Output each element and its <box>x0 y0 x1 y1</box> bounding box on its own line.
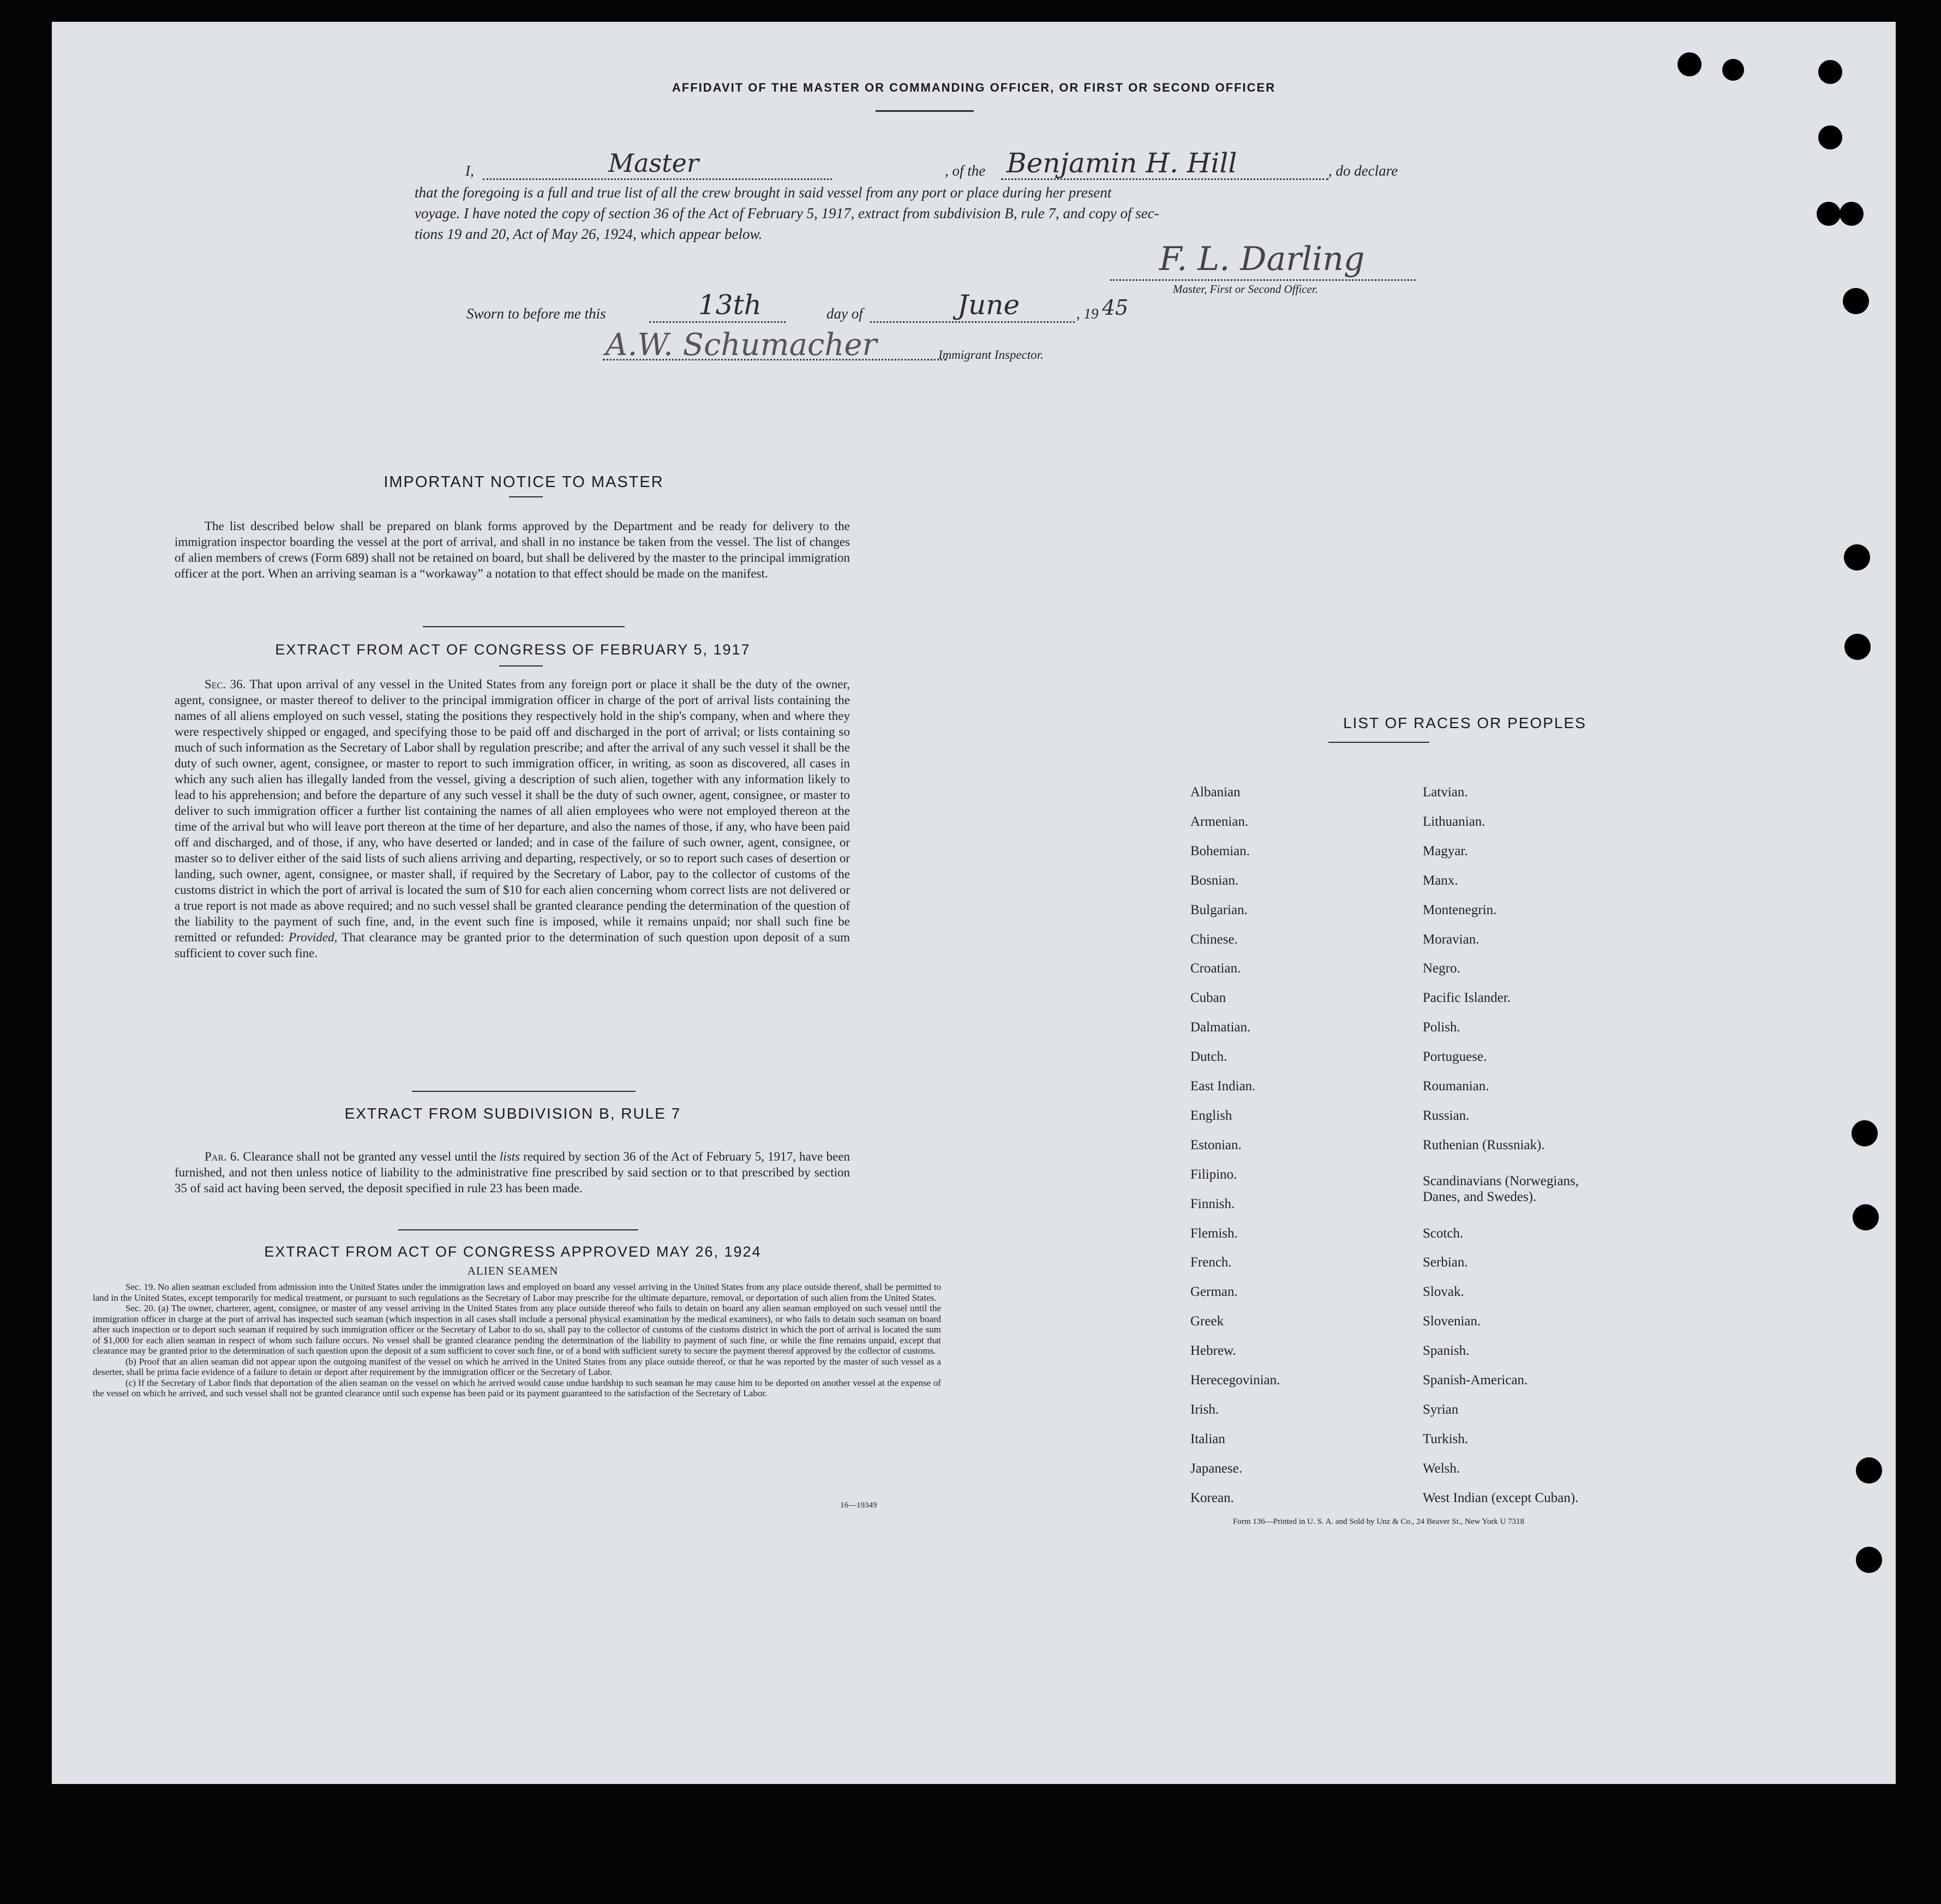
punch-hole <box>1840 202 1864 226</box>
rank-handwritten: Master <box>608 148 699 178</box>
race-item: Spanish-American. <box>1423 1373 1528 1388</box>
race-item: Albanian <box>1190 785 1241 800</box>
punch-hole <box>1856 1457 1882 1483</box>
race-item: Moravian. <box>1423 932 1479 947</box>
punch-hole <box>1817 202 1841 226</box>
race-item: Dalmatian. <box>1190 1020 1251 1035</box>
race-item: Scotch. <box>1423 1226 1464 1241</box>
divider-1 <box>423 626 625 627</box>
races-title: LIST OF RACES OR PEOPLES <box>1343 714 1586 731</box>
race-item: Negro. <box>1423 961 1460 976</box>
extract-1924-subtitle: ALIEN SEAMEN <box>467 1264 559 1277</box>
master-signature-line <box>1110 279 1416 281</box>
races-rule <box>1328 742 1429 743</box>
race-item: Armenian. <box>1190 814 1249 829</box>
extract-1924-title: EXTRACT FROM ACT OF CONGRESS APPROVED MAY 26, 1924 <box>264 1244 762 1260</box>
of-the-label: , of the <box>945 163 986 179</box>
sec-36-text: That upon arrival of any vessel in the United States from any foreign port or place it shall be the duty of the owner, agent, consignee, or master thereof to deliver to the principal immigration officer in charge of the port of arrival lists containing the names of all aliens employed on such vessel, stating the positions they respectively hold in the ship's company, when and where they were respectively shipped or engaged, and specifying those to be paid off and discharged in the port of arrival; or lists containing so much of such information as the Secretary of Labor shall by regulation prescribe; and after the arrival of any such vessel it shall be the duty of such owner, agent, consignee, or master to report to such immigration officer, in writing, as soon as discovered, all cases in which any such alien has illegally landed from the vessel, giving a description of such alien, together with any information likely to lead to his apprehension; and before the departure of any such vessel it shall be the duty of such owner, agent, consignee, or master to deliver to such immigration officer a further list containing the names of all alien employees who were not employed thereon at the time of the arrival but who will leave port thereon at the time of her departure, and also the names of those, if any, who have been paid off and discharged, and of those, if any, who have deserted or landed; and in case of the failure of such owner, agent, consignee, or master so to deliver either of the said lists of such aliens arriving and departing, respectively, or so to report such cases of desertion or landing, such owner, agent, consignee, or master shall, if required by the Secretary of Labor, pay to the collector of customs of the customs district in which the port of arrival is located the sum of $10 for each alien concerning whom correct lists are not delivered or a true report is not made as above required; and no such vessel shall be granted clearance pending the determination of the question of the liability to the payment of such fine, and, in the event such fine is imposed, while it remains unpaid; nor shall such fine be remitted or refunded: <box>175 677 850 944</box>
race-item: Filipino. <box>1190 1167 1237 1182</box>
race-item: French. <box>1190 1255 1232 1270</box>
inspector-line <box>603 359 946 361</box>
race-item: Dutch. <box>1190 1049 1227 1065</box>
race-item: Polish. <box>1423 1020 1460 1035</box>
race-item: Bosnian. <box>1190 873 1239 888</box>
sec-20a-text: Sec. 20. (a) The owner, charterer, agent, consignee, or master of any vessel arriving in the United States from any place outside thereof who fails to detain on board any alien seaman employed on such vessel until the immigration officer in charge at the port of arrival has inspected such seaman (which inspection in all cases shall include a personal physical examination by the medical examiners), or who fails to detain such seaman on board after such inspection or to deport such seaman if required by such immigration officer or the Secretary of Labor to do so, shall pay to the collector of customs of the customs district in which the port of arrival is located the sum of $1,000 for each alien seaman in respect of whom such failure occurs. No vessel shall be granted clearance pending the determination of the liability to payment of such fine, or while the fine remains unpaid, except that clearance may be granted prior to the determination of such question upon the deposit of a sum sufficient to cover such fine, or of a bond with sufficient surety to secure the payment thereof approved by the collector of customs. <box>93 1303 941 1356</box>
sworn-label: Sworn to before me this <box>466 305 606 322</box>
rule7-text-a: Clearance shall not be granted any vessel until the <box>243 1150 496 1163</box>
extract-1917-text <box>175 676 850 961</box>
lists-word: lists <box>499 1150 520 1163</box>
race-item: Korean. <box>1190 1490 1234 1505</box>
race-item: West Indian (except Cuban). <box>1423 1490 1579 1505</box>
race-item: Chinese. <box>1190 932 1238 947</box>
race-item: Irish. <box>1190 1402 1219 1417</box>
notice-text <box>175 518 850 581</box>
race-item: Spanish. <box>1423 1343 1470 1359</box>
vessel-handwritten: Benjamin H. Hill <box>1007 147 1237 179</box>
race-item: Greek <box>1190 1314 1224 1329</box>
notice-text-content: The list described below shall be prepared on blank forms approved by the Department and be ready for delivery to the immigration inspector boarding the vessel at the port of arrival, and shall in no instance be taken from the vessel. The list of changes of alien members of crews (Form 689) shall not be retained on board, but shall be delivered by the master to the principal immigration officer at the port. When an arriving seaman is a “workaway” a notation to that effect should be made on the manifest. <box>175 519 850 580</box>
divider-3 <box>398 1229 638 1230</box>
race-item: Russian. <box>1423 1108 1470 1123</box>
race-item: Flemish. <box>1190 1226 1238 1241</box>
rank-line <box>483 178 832 180</box>
race-item: Serbian. <box>1423 1255 1468 1270</box>
punch-hole <box>1856 1547 1882 1573</box>
race-item: Hebrew. <box>1190 1343 1236 1359</box>
race-item: German. <box>1190 1284 1238 1300</box>
divider-2 <box>412 1091 636 1092</box>
notice-rule <box>509 496 543 497</box>
year-handwritten: 45 <box>1102 296 1129 320</box>
sec-20b-text: (b) Proof that an alien seaman did not appear upon the outgoing manifest of the vessel on which he arrived in the United States from any place outside thereof, or that he was reported by the master of such vessel as a deserter, shall be prima facie evidence of a failure to detain or deport after requirement by the immigration officer or the Secretary of Labor. <box>93 1356 941 1377</box>
race-item: Herecegovinian. <box>1190 1373 1280 1388</box>
form-footer: Form 136—Printed in U. S. A. and Sold by Unz & Co., 24 Beaver St., New York U 7318 <box>1233 1517 1525 1526</box>
race-item: Cuban <box>1190 990 1226 1006</box>
punch-hole <box>1843 288 1869 314</box>
punch-hole <box>1722 59 1744 81</box>
inspector-caption: Immigrant Inspector. <box>938 348 1044 362</box>
race-item: Finnish. <box>1190 1196 1235 1211</box>
day-of-label: day of <box>826 305 863 322</box>
month-line <box>870 321 1075 323</box>
punch-hole <box>1852 1120 1878 1146</box>
race-item: Pacific Islander. <box>1423 990 1511 1006</box>
race-item: Montenegrin. <box>1423 902 1497 917</box>
provided-text: That clearance may be granted prior to the determination of such question upon deposit of a sum sufficient to cover such fine. <box>175 930 850 960</box>
sec-36-label: Sec. 36. <box>205 677 246 691</box>
race-item: Italian <box>1190 1431 1225 1446</box>
race-item: Manx. <box>1423 873 1458 888</box>
i-label: I, <box>465 163 474 179</box>
punch-hole <box>1818 60 1842 84</box>
sec-20c-text: (c) If the Secretary of Labor finds that deportation of the alien seaman on the vessel on which he arrived would cause undue hardship to such seaman he may cause him to be deported on another vessel at the expense of the vessel on which he arrived, and such vessel shall not be granted clearance until such expense has been paid or its payment guaranteed to the satisfaction of the Secretary of Labor. <box>93 1377 941 1398</box>
declaration-line-1: that the foregoing is a full and true list of all the crew brought in said vessel from any port or place during her present <box>415 184 1112 201</box>
declaration-line-3: tions 19 and 20, Act of May 26, 1924, which appear below. <box>415 226 763 242</box>
race-item: Croatian. <box>1190 961 1241 976</box>
form-code: 16—19349 <box>840 1501 877 1510</box>
document-page <box>52 22 1896 1784</box>
race-item: Japanese. <box>1190 1461 1243 1476</box>
sec-19-text: Sec. 19. No alien seaman excluded from admission into the United States under the immigration laws and employed on board any vessel arriving in the United States from any place outside thereof, shall be permitted to land in the United States, except temporarily for medical treatment, or pursuant to such regulations as the Secretary of Labor may prescribe for the ultimate departure, removal, or deportation of such alien from the United States. <box>93 1282 941 1303</box>
race-item: Bohemian. <box>1190 843 1250 858</box>
extract-1917-title: EXTRACT FROM ACT OF CONGRESS OF FEBRUARY 5, 1917 <box>275 641 751 658</box>
day-handwritten: 13th <box>698 289 762 321</box>
year-printed: , 19 <box>1076 305 1099 322</box>
declaration-line-2: voyage. I have noted the copy of section 36 of the Act of February 5, 1917, extract from subdivision B, rule 7, and copy of sec- <box>415 205 1159 221</box>
master-signature: F. L. Darling <box>1159 240 1365 278</box>
month-handwritten: June <box>957 289 1020 321</box>
punch-hole <box>1844 634 1871 660</box>
title-rule <box>876 110 974 112</box>
punch-hole <box>1818 125 1842 149</box>
extract-1917-rule <box>499 665 543 666</box>
master-caption: Master, First or Second Officer. <box>1173 283 1318 296</box>
affidavit-title: AFFIDAVIT OF THE MASTER OR COMMANDING OFFICER, OR FIRST OR SECOND OFFICER <box>672 81 1276 94</box>
race-item: Slovenian. <box>1423 1314 1481 1329</box>
race-item: Lithuanian. <box>1423 814 1485 829</box>
extract-1924-text <box>93 1282 941 1399</box>
day-line <box>649 321 786 323</box>
race-item: Scandinavians (Norwegians, Danes, and Swedes). <box>1423 1173 1579 1204</box>
inspector-signature: A.W. Schumacher <box>606 327 877 363</box>
race-item: Syrian <box>1423 1402 1459 1417</box>
do-declare-label: , do declare <box>1328 163 1398 179</box>
punch-hole <box>1678 52 1702 76</box>
race-item: Latvian. <box>1423 785 1468 800</box>
race-item: Portuguese. <box>1423 1049 1487 1065</box>
race-item: Magyar. <box>1423 843 1468 858</box>
race-item: Bulgarian. <box>1190 902 1248 917</box>
race-item: English <box>1190 1108 1232 1123</box>
provided-label: Provided, <box>289 930 338 944</box>
rule7-text-b: required by section 36 of the Act of February 5, 1917, have been furnished, and not then unless notice of liability to the administrative fine prescribed by said section or to that prescribed by section 35 of said act having been served, the deposit specified in rule 23 has been made. <box>175 1150 850 1195</box>
par-6-label: Par. 6. <box>205 1150 240 1163</box>
extract-rule7-text <box>175 1149 850 1196</box>
race-item: Welsh. <box>1423 1461 1460 1476</box>
punch-hole <box>1844 544 1870 570</box>
race-item: Slovak. <box>1423 1284 1464 1300</box>
notice-title: IMPORTANT NOTICE TO MASTER <box>384 473 664 491</box>
race-item: Roumanian. <box>1423 1079 1489 1094</box>
extract-rule7-title: EXTRACT FROM SUBDIVISION B, RULE 7 <box>344 1105 681 1122</box>
punch-hole <box>1853 1204 1879 1230</box>
race-item: Ruthenian (Russniak). <box>1423 1137 1545 1152</box>
race-item: East Indian. <box>1190 1079 1256 1094</box>
race-item: Estonian. <box>1190 1137 1242 1152</box>
race-item: Turkish. <box>1423 1431 1469 1446</box>
